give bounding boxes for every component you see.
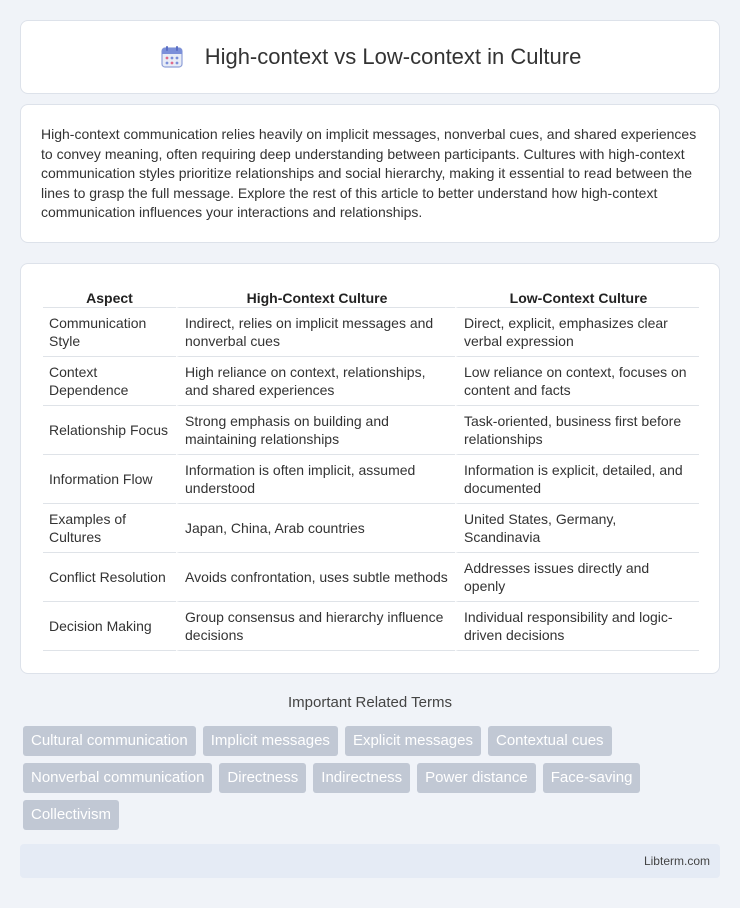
intro-text: High-context communication relies heavily on implicit messages, nonverbal cues, and shared experiences to convey meaning, often requiring deep understanding between participants. Cultures with high-context communication styles prioritize relationships and social hierarchy, making it essential to read between the lines to grasp the full message. Explore the rest of this article to better understand how high-context communication influences your interactions and relationships.	[41, 126, 697, 221]
aspect-cell: Examples of Cultures	[43, 504, 176, 553]
related-terms-title: Important Related Terms	[288, 694, 452, 711]
table-row	[43, 406, 699, 455]
comparison-table	[43, 286, 699, 651]
tag-contextual-cues[interactable]: Contextual cues	[488, 726, 612, 756]
tag-collectivism[interactable]: Collectivism	[23, 800, 119, 830]
low-context-cell: Low reliance on context, focuses on content and facts	[455, 357, 699, 406]
related-terms-list	[23, 726, 723, 837]
high-context-cell: Information is often implicit, assumed understood	[176, 455, 455, 504]
high-context-cell: High reliance on context, relationships, and shared experiences	[176, 357, 455, 406]
tag-nonverbal-communication[interactable]: Nonverbal communication	[23, 763, 212, 793]
table-row	[43, 357, 699, 406]
header-aspect: Aspect	[43, 286, 176, 308]
high-context-cell: Strong emphasis on building and maintaining relationships	[176, 406, 455, 455]
high-context-cell: Group consensus and hierarchy influence decisions	[176, 602, 455, 651]
comparison-table-card	[20, 263, 720, 674]
table-row	[43, 553, 699, 602]
footer-site-link[interactable]: Libterm.com	[643, 854, 710, 868]
header-high-context: High-Context Culture	[176, 286, 455, 308]
table-header-row	[43, 286, 699, 308]
tag-implicit-messages[interactable]: Implicit messages	[203, 726, 338, 756]
low-context-cell: Addresses issues directly and openly	[455, 553, 699, 602]
table-row	[43, 602, 699, 651]
tag-explicit-messages[interactable]: Explicit messages	[345, 726, 481, 756]
low-context-cell: Task-oriented, business first before relationships	[455, 406, 699, 455]
intro-card	[20, 104, 720, 243]
aspect-cell: Relationship Focus	[43, 406, 176, 455]
aspect-cell: Conflict Resolution	[43, 553, 176, 602]
aspect-cell: Context Dependence	[43, 357, 176, 406]
low-context-cell: Direct, explicit, emphasizes clear verbal expression	[455, 308, 699, 357]
low-context-cell: Individual responsibility and logic-driven decisions	[455, 602, 699, 651]
low-context-cell: United States, Germany, Scandinavia	[455, 504, 699, 553]
footer	[20, 844, 720, 878]
tag-power-distance[interactable]: Power distance	[417, 763, 536, 793]
low-context-cell: Information is explicit, detailed, and documented	[455, 455, 699, 504]
tag-cultural-communication[interactable]: Cultural communication	[23, 726, 196, 756]
high-context-cell: Japan, China, Arab countries	[176, 504, 455, 553]
aspect-cell: Decision Making	[43, 602, 176, 651]
aspect-cell: Communication Style	[43, 308, 176, 357]
aspect-cell: Information Flow	[43, 455, 176, 504]
page-header	[20, 20, 720, 94]
high-context-cell: Avoids confrontation, uses subtle methods	[176, 553, 455, 602]
table-row	[43, 308, 699, 357]
header-low-context: Low-Context Culture	[455, 286, 699, 308]
high-context-cell: Indirect, relies on implicit messages and nonverbal cues	[176, 308, 455, 357]
tag-face-saving[interactable]: Face-saving	[543, 763, 641, 793]
table-row	[43, 504, 699, 553]
tag-directness[interactable]: Directness	[219, 763, 306, 793]
calendar-icon	[159, 44, 185, 70]
table-row	[43, 455, 699, 504]
tag-indirectness[interactable]: Indirectness	[313, 763, 410, 793]
page-title: High-context vs Low-context in Culture	[204, 44, 582, 69]
